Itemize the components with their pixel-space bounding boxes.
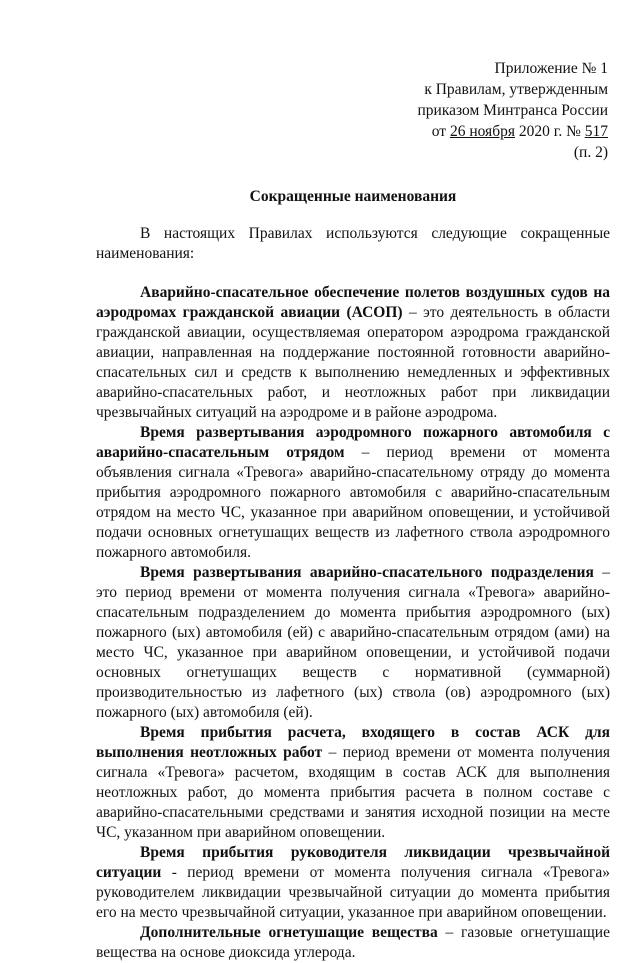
- definition-term: Время прибытия расчета, входящего в состав АСК для выполнения неотложных работ: [96, 724, 610, 761]
- appendix-line-4-middle: 2020 г. №: [514, 123, 585, 140]
- definition-term: Время развертывания аэродромного пожарного автомобиля с аварийно-спасательным отрядом: [96, 424, 610, 461]
- definition-paragraph: [96, 563, 610, 723]
- definition-text: – это период времени от момента получения сигнала «Тревога» аварийно-спасательным подразделением до момента прибытия аэродромного (ых) пожарного (ых) автомобиля (ей) с аварийно-спасательным отрядом (ами) на место ЧС, указанное при аварийном оповещении, и устойчивой подачи основных огнетушащих веществ с нормативной (суммарной) производительностью из лафетного (ых) ствола (ов) аэродромного (ых) пожарного (ых) автомобиля (ей).: [96, 564, 610, 721]
- appendix-line-5: (п. 2): [573, 144, 608, 161]
- appendix-date: 26 ноября: [449, 123, 515, 140]
- definition-text: – период времени от момента получения сигнала «Тревога» расчетом, входящим в состав АСК для выполнения неотложных работ, до момента прибытия расчета в полном составе с аварийно-спасательными средствами и занятия исходной позиции на месте ЧС, указанном при аварийном оповещении.: [96, 744, 610, 841]
- definition-term: Аварийно-спасательное обеспечение полетов воздушных судов на аэродромах гражданской авиации (АСОП): [96, 284, 610, 321]
- definition-text: – это деятельность в области гражданской авиации, осуществляемая оператором аэродрома гражданской авиации, направленная на поддержание постоянной готовности аварийно-спасательных сил и средств к выполнению немедленных и эффективных аварийно-спасательных работ, и неотложных работ при ликвидации чрезвычайных ситуаций на аэродроме и в районе аэродрома.: [96, 304, 610, 421]
- appendix-line-3: приказом Минтранса России: [417, 102, 608, 119]
- page-title: Сокращенные наименования: [249, 188, 457, 205]
- definition-text: - период времени от момента получения сигнала «Тревога» руководителем ликвидации чрезвычайной ситуации до момента прибытия его на место чрезвычайной ситуации, указанное при аварийном оповещении.: [96, 864, 610, 921]
- definition-text: – газовые огнетушащие вещества на основе диоксида углерода.: [96, 924, 610, 961]
- definition-paragraph: [96, 843, 610, 923]
- appendix-order-number: 517: [584, 123, 608, 140]
- appendix-header: [96, 58, 608, 163]
- definition-term: Время прибытия руководителя ликвидации чрезвычайной ситуации: [96, 844, 610, 881]
- definition-term: Время развертывания аварийно-спасательного подразделения: [140, 564, 594, 581]
- definitions-list: [96, 283, 610, 963]
- definition-text: – период времени от момента объявления сигнала «Тревога» аварийно-спасательному отряду до момента прибытия аэродромного пожарного автомобиля с аварийно-спасательным отрядом на место ЧС, указанное при аварийном оповещении, и устойчивой подачи основных огнетушащих веществ из лафетного ствола аэродромного пожарного автомобиля.: [96, 444, 610, 561]
- definition-paragraph: [96, 723, 610, 843]
- appendix-line-2: к Правилам, утвержденным: [424, 81, 608, 98]
- appendix-line-4: [96, 121, 608, 142]
- appendix-line-1: Приложение № 1: [494, 60, 608, 77]
- appendix-line-4-prefix: от: [431, 123, 450, 140]
- definition-paragraph: [96, 423, 610, 563]
- definition-paragraph: [96, 283, 610, 423]
- definition-term: Дополнительные огнетушащие вещества: [140, 924, 438, 941]
- definition-paragraph: [96, 923, 610, 963]
- intro-paragraph: В настоящих Правилах используются следующие сокращенные наименования:: [96, 225, 610, 262]
